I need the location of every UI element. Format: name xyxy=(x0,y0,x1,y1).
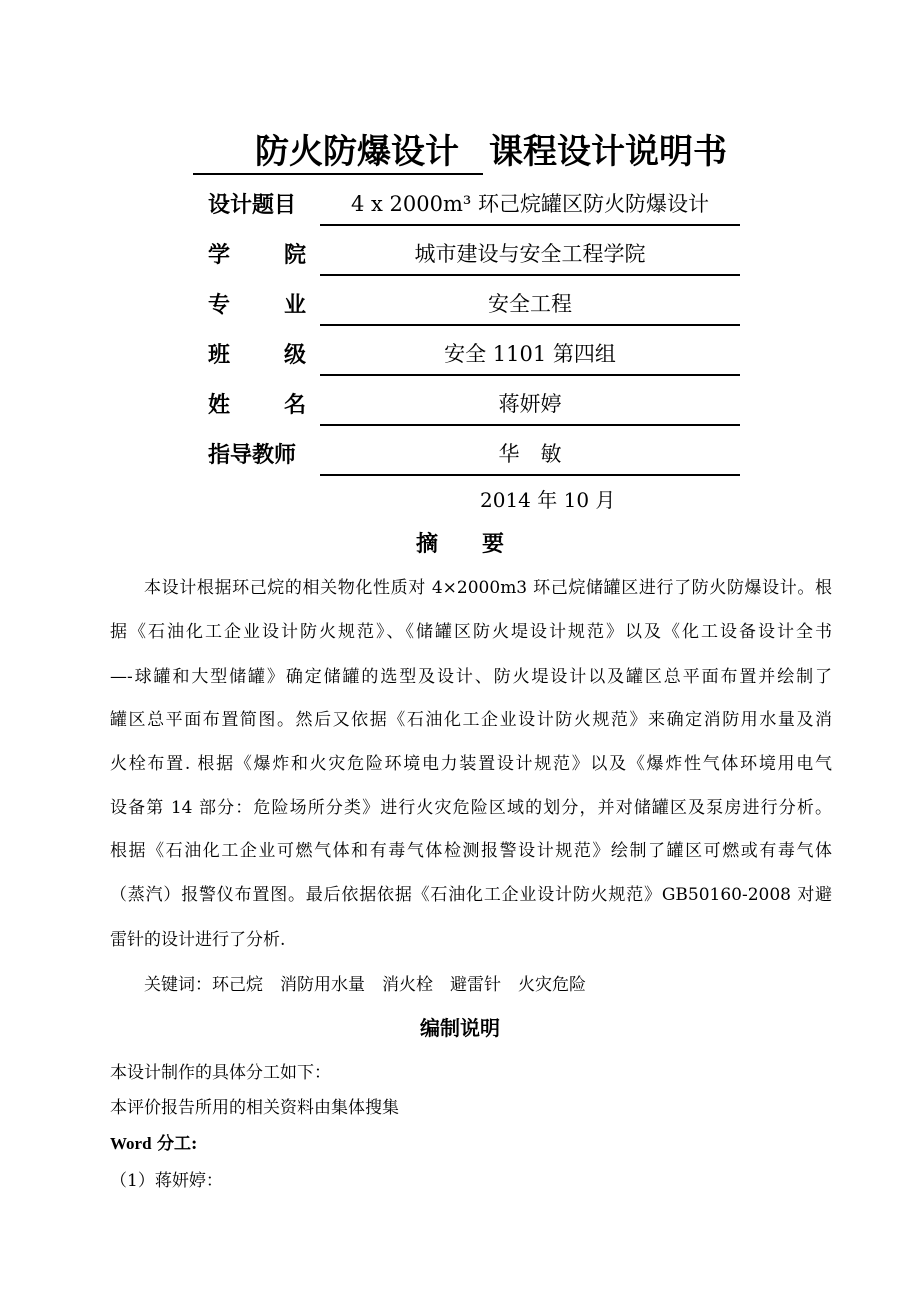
field-label xyxy=(208,388,306,419)
underline xyxy=(320,424,740,426)
field-label-part: 姓 xyxy=(208,393,231,418)
underline xyxy=(320,374,740,376)
field-label-part: 学 xyxy=(208,243,231,268)
word-rest: 分工: xyxy=(156,1134,198,1154)
field-label-part: 设计题目 xyxy=(208,193,297,218)
abstract-line: 据《石油化工企业设计防火规范》、《储罐区防火堤设计规范》以及《化工设备设计全书 xyxy=(110,622,832,641)
underline xyxy=(320,274,740,276)
abstract-heading: 摘 要 xyxy=(415,532,504,557)
abstract-line: 罐区总平面布置简图。然后又依据《石油化工企业设计防火规范》来确定消防用水量及消 xyxy=(110,710,832,729)
field-label-part: 业 xyxy=(283,293,306,318)
field-label-part: 专 xyxy=(208,293,231,318)
field-value: 城市建设与安全工程学院 xyxy=(414,242,646,266)
field-label xyxy=(208,288,306,319)
field-value: 安全 1101 第四组 xyxy=(444,342,616,366)
field-label xyxy=(208,338,306,369)
field-value: 蒋妍婷 xyxy=(498,392,562,416)
field-label xyxy=(208,238,306,269)
notes-line: 本评价报告所用的相关资料由集体搜集 xyxy=(110,1098,399,1118)
field-label xyxy=(208,438,308,469)
abstract-line: （蒸汽）报警仪布置图。最后依据依据《石油化工企业设计防火规范》GB50160-2008 对避 xyxy=(110,885,832,904)
field-value: 安全工程 xyxy=(488,292,572,316)
title-underlined: 防火防爆设计 xyxy=(193,124,483,175)
date: 2014 年 10 月 xyxy=(480,488,616,512)
word-label: Word xyxy=(110,1134,152,1153)
abstract-line: 雷针的设计进行了分析. xyxy=(110,930,286,949)
title-rest: 课程设计说明书 xyxy=(489,132,727,172)
underline xyxy=(320,324,740,326)
field-row xyxy=(208,378,740,426)
abstract-line: 本设计根据环己烷的相关物化性质对 4×2000m3 环己烷储罐区进行了防火防爆设计。根 xyxy=(144,578,832,597)
field-label-part: 级 xyxy=(283,343,306,368)
field-row xyxy=(208,428,740,476)
field-label xyxy=(208,188,308,219)
field-label-part: 名 xyxy=(283,393,306,418)
notes-line: 本设计制作的具体分工如下： xyxy=(110,1063,331,1083)
abstract-line: 设备第 14 部分：危险场所分类》进行火灾危险区域的划分，并对储罐区及泵房进行分析。 xyxy=(110,798,832,817)
notes-heading: 编制说明 xyxy=(420,1016,500,1040)
field-row xyxy=(208,328,740,376)
field-value: 华 敏 xyxy=(498,442,562,466)
document-title xyxy=(0,124,920,175)
field-row xyxy=(208,178,740,226)
field-label-part: 院 xyxy=(283,243,306,268)
underline xyxy=(320,474,740,476)
field-row xyxy=(208,278,740,326)
field-row xyxy=(208,228,740,276)
field-label-part: 指导教师 xyxy=(208,443,297,468)
keywords: 关键词：环己烷 消防用水量 消火栓 避雷针 火灾危险 xyxy=(144,975,586,995)
item-1: （1）蒋妍婷： xyxy=(110,1171,223,1191)
abstract-line: 火栓布置. 根据《爆炸和火灾危险环境电力装置设计规范》以及《爆炸性气体环境用电气 xyxy=(110,754,832,773)
abstract-line: 根据《石油化工企业可燃气体和有毒气体检测报警设计规范》绘制了罐区可燃或有毒气体 xyxy=(110,841,832,860)
underline xyxy=(320,224,740,226)
word-division xyxy=(110,1129,197,1154)
field-value: 4 x 2000m³ 环己烷罐区防火防爆设计 xyxy=(350,192,709,216)
abstract-line: —-球罐和大型储罐》确定储罐的选型及设计、防火堤设计以及罐区总平面布置并绘制了 xyxy=(110,667,832,686)
field-label-part: 班 xyxy=(208,343,231,368)
